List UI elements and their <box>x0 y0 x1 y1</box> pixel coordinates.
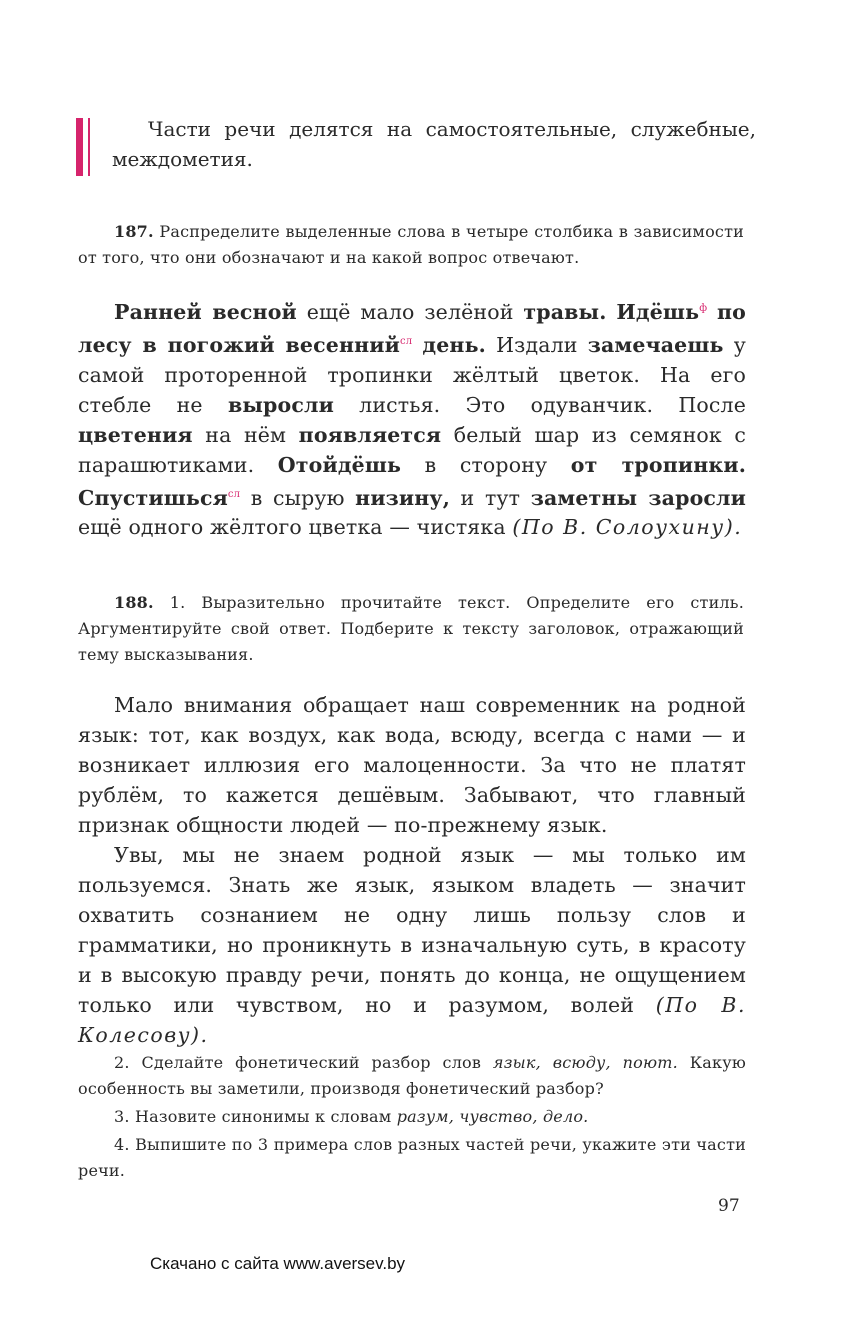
exercise-188-text <box>78 690 746 1050</box>
assignment-words: разум, чувство, дело. <box>396 1107 589 1126</box>
highlighted-word: от тропинки. Спустишься <box>78 452 746 510</box>
exercise-187-text <box>78 294 746 542</box>
plain-text <box>607 300 617 324</box>
highlighted-word: по лесу в погожий весенний <box>78 299 747 357</box>
plain-text: ещё одного жёлтого цветка — чистяка <box>78 515 513 540</box>
highlighted-word: замечаешь <box>587 332 724 357</box>
instruction-text: Распределите выделенные слова в четыре столбика в зависимости от того, что они обозначают и на какой вопрос отвечают. <box>78 222 744 267</box>
plain-text: на нём <box>192 422 299 447</box>
plain-text: белый шар из семянок с парашютиками. <box>78 422 747 477</box>
plain-text: листья. Это одуванчик. После <box>333 392 746 417</box>
assignment-text: 3. Назовите синонимы к словам <box>114 1107 397 1126</box>
parsing-mark: сл <box>227 488 241 500</box>
plain-text: в сторону <box>401 452 571 477</box>
highlighted-word: появляется <box>298 422 442 447</box>
rule-box <box>76 114 756 174</box>
plain-text: в сырую <box>240 485 356 510</box>
text-source: (По В. Колесову). <box>78 993 746 1047</box>
rule-marker-line <box>88 118 90 176</box>
highlighted-word: низину, <box>355 485 450 510</box>
assignment-4: 4. Выпишите по 3 примера слов разных частей речи, укажите эти части речи. <box>78 1135 746 1180</box>
plain-text: у самой проторенной тропинки жёлтый цветок. На его стебле не <box>78 332 746 417</box>
page-number: 97 <box>718 1196 740 1216</box>
text-paragraph <box>78 840 746 1050</box>
parsing-mark: сл <box>399 335 413 347</box>
highlighted-word: Ранней весной <box>114 299 297 324</box>
instruction-text: 1. Выразительно прочитайте текст. Определите его стиль. Аргументируйте свой ответ. Подберите к тексту заголовок, отражающий тему высказывания. <box>78 593 744 664</box>
assignment-2 <box>78 1050 746 1102</box>
parsing-mark: ф <box>699 303 708 314</box>
exercise-188-assignments <box>78 1050 746 1186</box>
rule-text: Части речи делятся на самостоятельные, служебные, междометия. <box>112 117 756 171</box>
highlighted-word: день. <box>422 332 486 357</box>
highlighted-word: травы. <box>523 299 607 324</box>
text-source: (По В. Солоухину). <box>512 515 743 540</box>
assignment-words: язык, всюду, поют. <box>492 1053 678 1072</box>
rule-marker-bar <box>76 118 83 176</box>
assignment-text: 2. Сделайте фонетический разбор слов <box>114 1053 493 1072</box>
plain-text: Увы, мы не знаем родной язык — мы только им пользуемся. Знать же язык, языком владеть — значит охватить сознанием не одну лишь пользу слов и грамматики, но проникнуть в изначальную суть, в красоту и в высокую правду речи, понять до конца, не ощущением только или чувством, но и разумом, волей <box>78 843 746 1017</box>
highlighted-word: Идёшь <box>616 299 700 324</box>
plain-text: и тут <box>449 485 531 510</box>
highlighted-word: цветения <box>78 422 193 447</box>
plain-text <box>412 333 422 357</box>
text-paragraph <box>78 294 746 542</box>
assignment-text: Какую особенность вы заметили, производя фонетический разбор? <box>78 1053 746 1098</box>
plain-text <box>707 300 717 324</box>
highlighted-word: Отойдёшь <box>277 452 402 477</box>
plain-text: ещё мало зелёной <box>296 299 524 324</box>
assignment-3 <box>78 1104 746 1130</box>
exercise-number: 187. <box>114 222 154 241</box>
exercise-188-instruction <box>78 590 744 668</box>
exercise-187-instruction <box>78 219 744 271</box>
exercise-number: 188. <box>114 593 154 612</box>
text-paragraph: Мало внимания обращает наш современник на родной язык: тот, как воздух, как вода, всюду, всегда с нами — и возникает иллюзия его малоценности. За что не платят рублём, то кажется дешёвым. Забывают, что главный признак общности людей — по-прежнему язык. <box>78 693 746 837</box>
plain-text: Издали <box>485 332 588 357</box>
download-source-footer: Скачано с сайта www.aversev.by <box>150 1254 406 1273</box>
highlighted-word: заметны заросли <box>530 485 746 510</box>
highlighted-word: выросли <box>227 392 334 417</box>
